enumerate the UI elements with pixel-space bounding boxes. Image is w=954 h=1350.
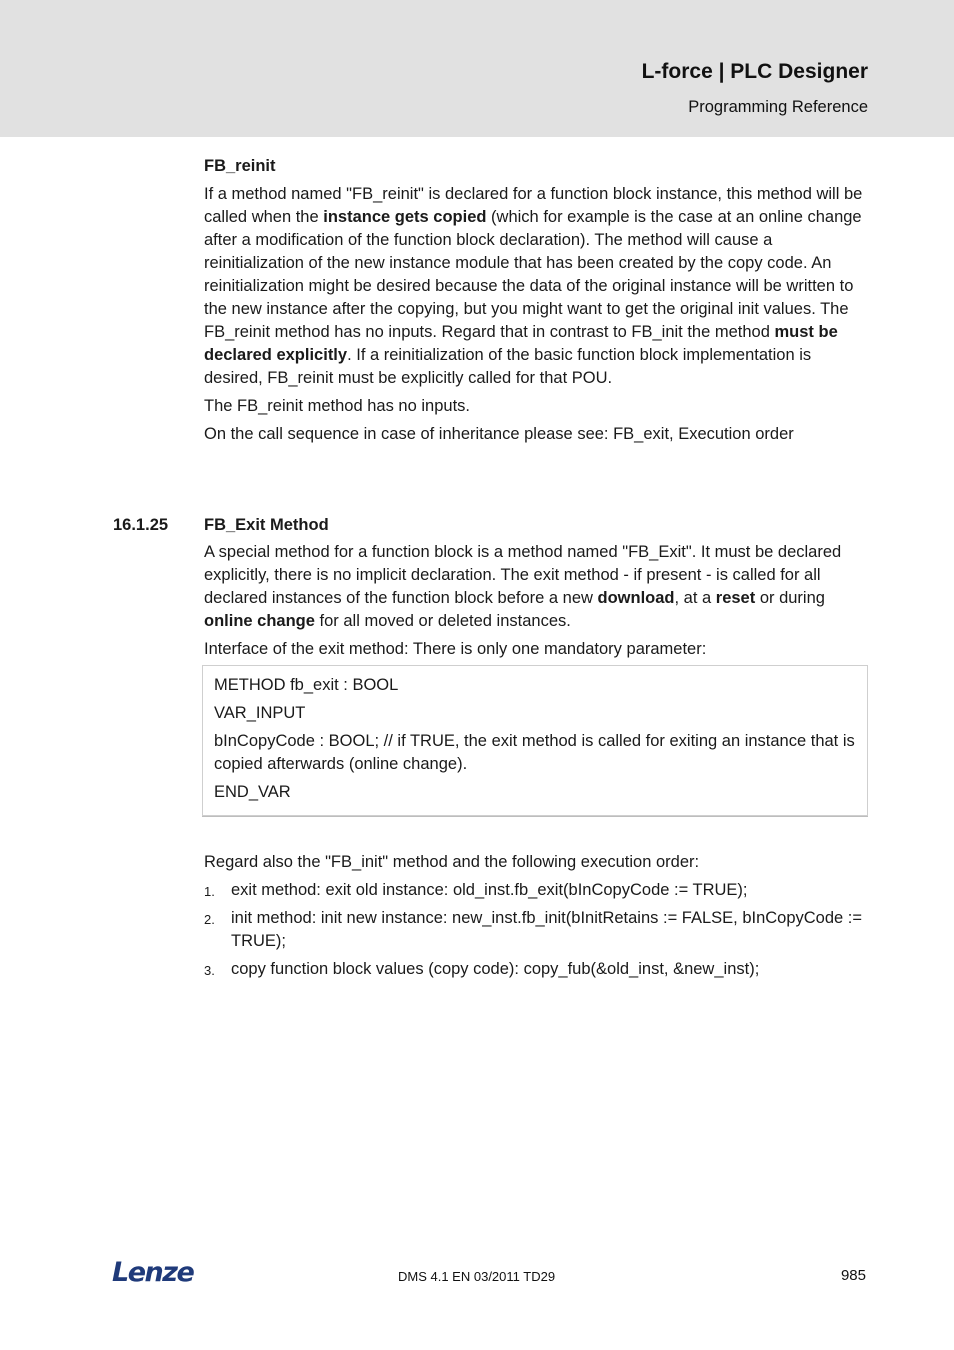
text-run: If a method named "FB_reinit" is declared for a function block instance, this method will be called when the [204,185,863,226]
header-subtitle: Programming Reference [688,98,868,116]
code-line: VAR_INPUT [214,704,306,722]
code-block [202,665,868,816]
execution-order [204,851,869,986]
list-number: 1. [204,884,215,899]
fb-exit-intro [204,541,869,666]
fb-reinit-paragraph [204,183,869,390]
fb-reinit-no-inputs: The FB_reinit method has no inputs. [204,397,470,415]
list-text: init method: init new instance: new_inst.fb_init(bInitRetains := FALSE, bInCopyCode := TRUE); [231,909,863,950]
code-line: METHOD fb_exit : BOOL [214,676,399,694]
fb-exit-paragraph [204,541,869,633]
section-number: 16.1.25 [113,516,169,534]
list-number: 2. [204,912,215,927]
fb-reinit-section [204,155,869,451]
section-title: FB_Exit Method [204,516,329,534]
text-run: . If a reinitialization of the basic function block implementation is desired, FB_reinit must be explicitly called for that POU. [204,346,812,387]
fb-reinit-call-sequence: On the call sequence in case of inheritance please see: FB_exit, Execution order [204,425,794,443]
bold-run: download [597,589,675,607]
page-number: 985 [840,1267,866,1284]
fb-exit-interface: Interface of the exit method: There is only one mandatory parameter: [204,640,707,658]
text-run: A special method for a function block is a method named "FB_Exit". It must be declared explicitly, there is no implicit declaration. The exit method - if present - is called for all declared instances of the function block before a new [204,543,842,607]
text-run: for all moved or deleted instances. [314,612,571,630]
bold-run: instance gets copied [323,208,487,226]
lenze-logo: Lenze [112,1257,194,1288]
bold-run: must be declared explicitly [204,323,838,364]
execution-order-intro: Regard also the "FB_init" method and the following execution order: [204,853,700,871]
header-title: L-force | PLC Designer [641,60,868,83]
text-run: , at a [674,589,716,607]
code-line: bInCopyCode : BOOL; // if TRUE, the exit method is called for exiting an instance that is copied afterwards (online change). [214,732,855,773]
document-id: DMS 4.1 EN 03/2011 TD29 [398,1269,556,1284]
list-item [204,907,869,953]
code-line: END_VAR [214,783,291,801]
list-number: 3. [204,963,215,978]
list-item [204,879,869,902]
bold-run: online change [204,612,315,630]
list-text: copy function block values (copy code): copy_fub(&old_inst, &new_inst); [231,960,760,978]
bold-run: reset [715,589,756,607]
list-item [204,958,869,981]
list-text: exit method: exit old instance: old_inst.fb_exit(bInCopyCode := TRUE); [231,881,748,899]
page-header [0,0,954,137]
text-run: (which for example is the case at an online change after a modification of the function block declaration). The method will cause a reinitialization of the new instance module that has been created by the copy code. An reinitialization might be desired because the data of the original instance will be written to the new instance after the copying, but you might want to get the original init values. The FB_reinit method has no inputs. Regard that in contrast to FB_init the method [204,208,862,341]
fb-reinit-heading: FB_reinit [204,157,276,175]
text-run: or during [755,589,825,607]
